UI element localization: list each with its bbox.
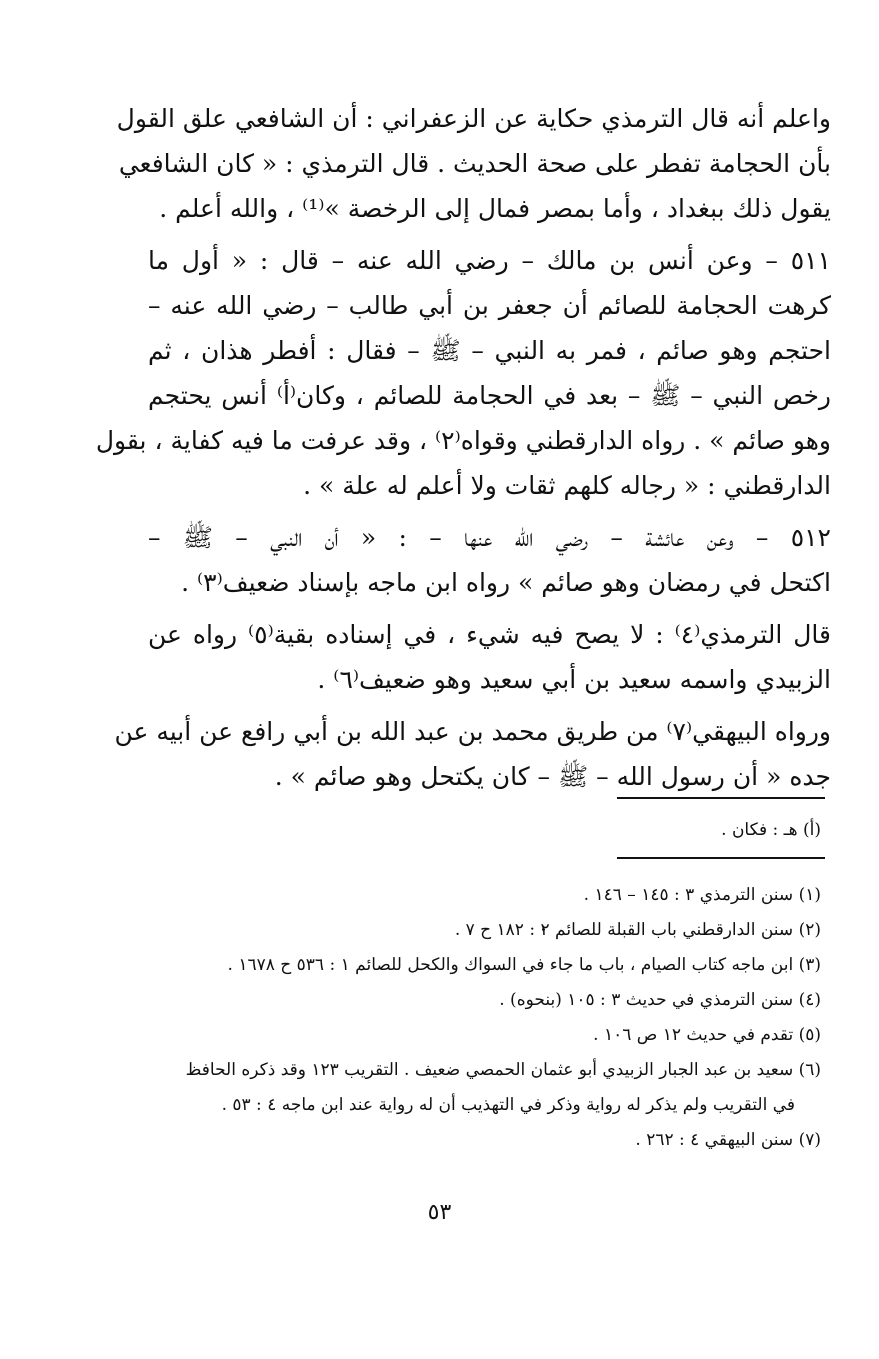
text-line: وهو صائم » . رواه الدارقطني وقواه⁽٢⁾ ، وقد عرفت ما فيه كفاية ، بقول [95,426,831,455]
text-line: كرهت الحجامة للصائم أن جعفر بن أبي طالب – رضي الله عنه – [148,291,831,320]
text-line: بأن الحجامة تفطر على صحة الحديث . قال الترمذي : « كان الشافعي [118,149,831,178]
text-line: جده « أن رسول الله – ﷺ – كان يكتحل وهو صائم » . [274,762,831,791]
text-line: الدارقطني : « رجاله كلهم ثقات ولا أعلم له علة » . [303,471,831,500]
footnote-divider [617,857,825,859]
text-line: يقول ذلك ببغداد ، وأما بمصر فمال إلى الرخصة »⁽¹⁾ ، والله أعلم . [159,194,831,223]
text-line: اكتحل في رمضان وهو صائم » رواه ابن ماجه بإسناد ضعيف⁽٣⁾ . [181,568,831,597]
paragraph-tirmidhi [148,612,831,702]
paragraph-bayhaqi [114,709,831,799]
main-text [95,96,831,799]
footnotes [150,878,821,1158]
footnote: (١) سنن الترمذي ٣ : ١٤٥ – ١٤٦ . [583,885,821,905]
footnote: (٢) سنن الدارقطني باب القبلة للصائم ٢ : ١٨٢ ح ٧ . [454,920,821,940]
text-line: ٥١٢ – وعن عائشة – رضي الله عنها – : « أن النبي – ﷺ – [148,523,831,552]
text-line: قال الترمذي⁽٤⁾ : لا يصح فيه شيء ، في إسناده بقية⁽٥⁾ رواه عن [148,620,831,649]
variant-note: (أ) هـ : فكان . [721,820,821,840]
footnote-continuation: في التقريب ولم يذكر له رواية وذكر في التهذيب أن له رواية عند ابن ماجه ٤ : ٥٣ . [221,1095,795,1115]
footnote: (٤) سنن الترمذي في حديث ٣ : ١٠٥ (بنحوه) . [499,990,821,1010]
footnote-divider [617,797,825,799]
text-line: الزبيدي واسمه سعيد بن أبي سعيد وهو ضعيف⁽٦⁾ . [317,665,831,694]
text-line: احتجم وهو صائم ، فمر به النبي – ﷺ – فقال : أفطر هذان ، ثم [148,336,831,365]
hadith-511 [95,238,831,508]
paragraph-1 [116,96,831,231]
page-number: ٥٣ [427,1200,452,1225]
footnote: (٧) سنن البيهقي ٤ : ٢٦٢ . [635,1130,821,1150]
text-line: واعلم أنه قال الترمذي حكاية عن الزعفراني : أن الشافعي علق القول [116,104,831,133]
text-line: رخص النبي – ﷺ – بعد في الحجامة للصائم ، وكان⁽أ⁾ أنس يحتجم [148,381,831,410]
footnote: (٦) سعيد بن عبد الجبار الزبيدي أبو عثمان الحمصي ضعيف . التقريب ١٢٣ وقد ذكره الحافظ [185,1060,821,1080]
text-line: ٥١١ – وعن أنس بن مالك – رضي الله عنه – قال : « أول ما [148,246,831,275]
footnote: (٥) تقدم في حديث ١٢ ص ١٠٦ . [593,1025,821,1045]
hadith-512 [148,515,831,605]
text-line: ورواه البيهقي⁽٧⁾ من طريق محمد بن عبد الله بن أبي رافع عن أبيه عن [114,717,831,746]
footnote: (٣) ابن ماجه كتاب الصيام ، باب ما جاء في السواك والكحل للصائم ١ : ٥٣٦ ح ١٦٧٨ . [227,955,821,975]
